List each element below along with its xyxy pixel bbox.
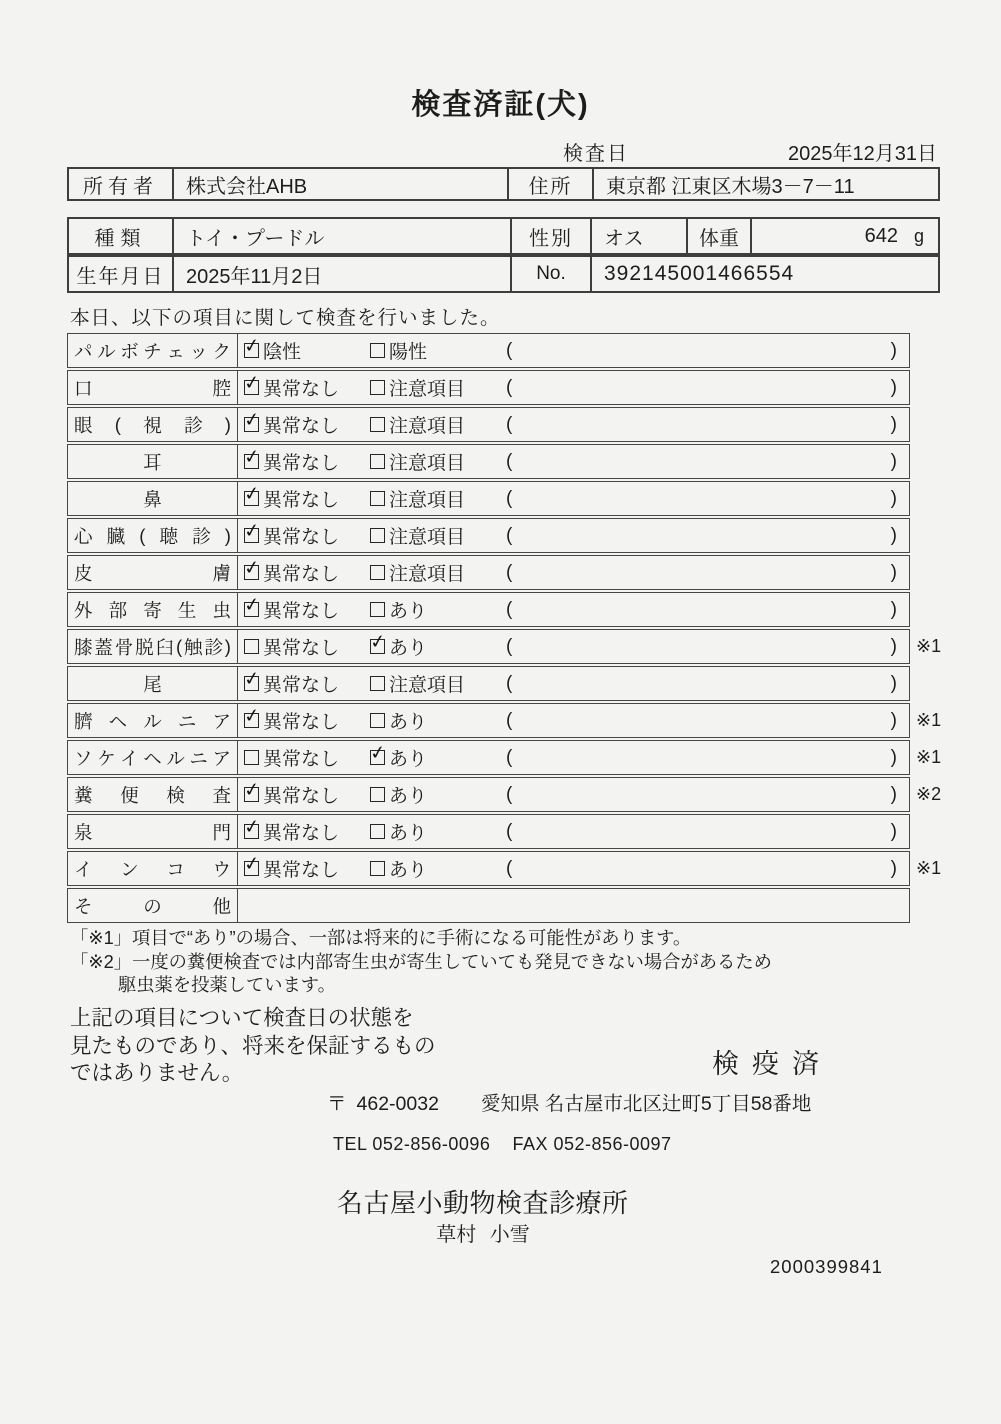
checklist-row [67, 518, 977, 553]
checklist-row-content [238, 741, 909, 774]
checklist-row-content [238, 334, 909, 367]
checklist-row [67, 888, 977, 923]
remarks-parentheses [506, 340, 909, 362]
species-label: 種類 [94, 227, 147, 250]
remarks-parentheses [506, 599, 909, 621]
paren-open: ( [506, 339, 513, 361]
paren-close: ) [890, 487, 897, 509]
checklist-option-label: 異常なし [263, 453, 340, 474]
checklist-option-label: 異常なし [263, 860, 340, 881]
checkbox-checked-icon [244, 343, 259, 358]
checklist-option-label: 注意項目 [389, 453, 466, 474]
footnote-2: 「※2」一度の糞便検査では内部寄生虫が寄生していても発見できない場合があるため [70, 950, 772, 972]
footnote-marker [910, 333, 956, 368]
checklist-table [67, 333, 977, 925]
vet-name: 草村 小雪 [436, 1224, 530, 1246]
remarks-parentheses [506, 377, 909, 399]
paren-close: ) [890, 561, 897, 583]
checklist-row [67, 666, 977, 701]
checklist-row-content [238, 667, 909, 700]
no-label: No. [510, 257, 590, 291]
no-value: 392145001466554 [590, 257, 938, 291]
checklist-option-label: あり [389, 860, 428, 881]
checklist-option [370, 374, 506, 401]
disclaimer-statement [70, 1005, 436, 1088]
paren-open: ( [506, 376, 513, 398]
footnote-marker [910, 444, 956, 479]
checkbox-checked-icon [244, 787, 259, 802]
checklist-item-label: 耳 [68, 445, 238, 478]
paren-open: ( [506, 561, 513, 583]
footnote-marker [910, 888, 956, 923]
checklist-item-label: パ ル ボ チ ェ ッ ク [68, 334, 238, 367]
checklist-row [67, 481, 977, 516]
checklist-row-content [238, 445, 909, 478]
checklist-row [67, 629, 977, 664]
checklist-option-label: 異常なし [263, 749, 340, 770]
checklist-row [67, 333, 977, 368]
birth-row [67, 255, 940, 293]
paren-open: ( [506, 820, 513, 842]
paren-close: ) [890, 339, 897, 361]
checkbox-unchecked-icon [370, 787, 385, 802]
checklist-option-label: 注意項目 [389, 564, 466, 585]
checklist-option [244, 596, 370, 623]
inspection-date-value: 2025年12月31日 [788, 143, 937, 165]
clinic-address: 愛知県 名古屋市北区辻町5丁目58番地 [480, 1093, 812, 1115]
remarks-parentheses [506, 673, 909, 695]
remarks-parentheses [506, 525, 909, 547]
inspection-date-row [563, 137, 937, 166]
remarks-parentheses [506, 821, 909, 843]
checkbox-checked-icon [244, 417, 259, 432]
checklist-item-label: 膝 蓋 骨 脱 臼 ( 触 診 ) [68, 630, 238, 663]
checklist-option-label: 陰性 [263, 342, 302, 363]
footnote-marker [910, 555, 956, 590]
checkbox-checked-icon [244, 676, 259, 691]
remarks-parentheses [506, 858, 909, 880]
paren-close: ) [890, 524, 897, 546]
checkbox-checked-icon [370, 750, 385, 765]
checkbox-checked-icon [244, 824, 259, 839]
paren-close: ) [890, 820, 897, 842]
footnote-marker [910, 370, 956, 405]
checklist-option-label: 異常なし [263, 527, 340, 548]
checklist-row-content [238, 593, 909, 626]
footnote-marker [910, 407, 956, 442]
paren-close: ) [890, 672, 897, 694]
paren-open: ( [506, 450, 513, 472]
checklist-row [67, 703, 977, 738]
checklist-item-label: 皮 膚 [68, 556, 238, 589]
footnote-marker [910, 481, 956, 516]
checkbox-checked-icon [244, 491, 259, 506]
checklist-option-label: 異常なし [263, 786, 340, 807]
sex-label: 性別 [510, 219, 590, 253]
weight-value: 642 [864, 224, 898, 247]
checklist-option-label: 異常なし [263, 379, 340, 400]
checklist-option [244, 337, 370, 364]
checklist-row-box [67, 888, 910, 923]
checklist-option-label: 注意項目 [389, 527, 466, 548]
footnote-marker: ※1 [916, 858, 942, 878]
footnote-marker: ※1 [916, 710, 942, 730]
quarantine-stamp: 検疫済 [712, 1049, 832, 1079]
checkbox-unchecked-icon [244, 750, 259, 765]
checkbox-unchecked-icon [370, 824, 385, 839]
checklist-option-label: あり [389, 638, 428, 659]
paren-close: ) [890, 413, 897, 435]
checkbox-unchecked-icon [370, 417, 385, 432]
checklist-item-label: 糞 便 検 査 [68, 778, 238, 811]
checklist-item-label: 眼 ( 視 診 ) [68, 408, 238, 441]
footnotes [70, 926, 772, 997]
page-title: 検査済証(犬) [411, 89, 590, 121]
footnote-marker [910, 814, 956, 849]
checklist-row-content [238, 889, 909, 922]
checklist-option [370, 559, 506, 586]
checklist-row-box [67, 666, 910, 701]
remarks-parentheses [506, 636, 909, 658]
checklist-option [244, 522, 370, 549]
checkbox-checked-icon [244, 602, 259, 617]
owner-table [67, 167, 940, 201]
disclaimer-line-2: 見たものであり、将来を保証するもの [70, 1033, 436, 1058]
checklist-row-content [238, 704, 909, 737]
footnote-marker: ※1 [916, 636, 942, 656]
checklist-option-label: 注意項目 [389, 379, 466, 400]
paren-close: ) [890, 635, 897, 657]
checklist-option [370, 448, 506, 475]
paren-open: ( [506, 857, 513, 879]
checklist-item-label: ソ ケ イ ヘ ル ニ ア [68, 741, 238, 774]
checklist-option [244, 744, 370, 771]
checklist-option [370, 522, 506, 549]
footnote-marker: ※2 [916, 784, 942, 804]
checklist-row [67, 814, 977, 849]
checklist-option [244, 855, 370, 882]
checklist-row [67, 444, 977, 479]
checklist-row [67, 370, 977, 405]
checklist-row-content [238, 815, 909, 848]
checklist-item-label: 鼻 [68, 482, 238, 515]
checklist-option [370, 744, 506, 771]
checklist-item-label: 臍 ヘ ル ニ ア [68, 704, 238, 737]
checklist-option [370, 596, 506, 623]
checkbox-unchecked-icon [370, 861, 385, 876]
checklist-row-box [67, 851, 910, 886]
checklist-row-box [67, 481, 910, 516]
remarks-parentheses [506, 451, 909, 473]
intro-line: 本日、以下の項目に関して検査を行いました。 [70, 307, 501, 329]
checklist-item-label: 心 臓 ( 聴 診 ) [68, 519, 238, 552]
checklist-row-content [238, 371, 909, 404]
paren-close: ) [890, 709, 897, 731]
checklist-row [67, 407, 977, 442]
clinic-fax: FAX 052-856-0097 [512, 1134, 672, 1154]
checklist-row [67, 592, 977, 627]
paren-close: ) [890, 376, 897, 398]
checklist-option-label: 注意項目 [389, 490, 466, 511]
checkbox-unchecked-icon [370, 491, 385, 506]
checklist-option [244, 411, 370, 438]
sex-value: オス [590, 219, 686, 253]
owner-value: 株式会社AHB [172, 169, 507, 199]
clinic-postal-line [327, 1088, 811, 1116]
paren-open: ( [506, 783, 513, 805]
postal-mark-icon: 〒 [327, 1093, 347, 1115]
checklist-option [244, 448, 370, 475]
clinic-tel: TEL 052-856-0096 [333, 1134, 491, 1154]
checklist-option-label: 異常なし [263, 416, 340, 437]
remarks-parentheses [506, 414, 909, 436]
checklist-option [370, 411, 506, 438]
checklist-row-box [67, 814, 910, 849]
checklist-option [244, 374, 370, 401]
checkbox-unchecked-icon [244, 639, 259, 654]
checklist-row [67, 740, 977, 775]
checklist-row-box [67, 518, 910, 553]
checklist-option [370, 633, 506, 660]
checklist-row-box [67, 370, 910, 405]
birth-label: 生年月日 [76, 265, 165, 288]
checklist-option [244, 818, 370, 845]
checklist-row-box [67, 333, 910, 368]
checklist-row [67, 555, 977, 590]
checklist-option-label: 注意項目 [389, 675, 466, 696]
clinic-name: 名古屋小動物検査診療所 [337, 1188, 629, 1218]
checklist-option-label: 異常なし [263, 712, 340, 733]
checklist-row-content [238, 482, 909, 515]
paren-open: ( [506, 672, 513, 694]
paren-open: ( [506, 746, 513, 768]
checkbox-unchecked-icon [370, 713, 385, 728]
species-row [67, 217, 940, 255]
checklist-option-label: 異常なし [263, 675, 340, 696]
paren-close: ) [890, 783, 897, 805]
paren-open: ( [506, 487, 513, 509]
checkbox-unchecked-icon [370, 343, 385, 358]
postal-code: 462-0032 [356, 1093, 439, 1115]
checklist-option [370, 485, 506, 512]
checklist-option-label: あり [389, 601, 428, 622]
paren-close: ) [890, 450, 897, 472]
paren-close: ) [890, 857, 897, 879]
checkbox-checked-icon [244, 713, 259, 728]
checklist-option-label: 陽性 [389, 342, 428, 363]
checklist-row-content [238, 519, 909, 552]
checkbox-checked-icon [244, 380, 259, 395]
checklist-item-label: 口 腔 [68, 371, 238, 404]
serial-number: 2000399841 [770, 1256, 883, 1277]
footnote-marker [910, 518, 956, 553]
checklist-row-box [67, 740, 910, 775]
disclaimer-line-1: 上記の項目について検査日の状態を [70, 1006, 414, 1030]
remarks-parentheses [506, 710, 909, 732]
checklist-option [244, 670, 370, 697]
paren-close: ) [890, 598, 897, 620]
species-value: トイ・プードル [172, 219, 510, 253]
checkbox-checked-icon [370, 639, 385, 654]
footnote-2-cont: 駆虫薬を投薬しています。 [118, 974, 336, 995]
checkbox-checked-icon [244, 565, 259, 580]
paren-close: ) [890, 746, 897, 768]
checklist-option [370, 855, 506, 882]
checkbox-unchecked-icon [370, 676, 385, 691]
remarks-parentheses [506, 562, 909, 584]
checklist-row [67, 851, 977, 886]
checklist-item-label: そ の 他 [68, 889, 238, 922]
checklist-option [244, 485, 370, 512]
paren-open: ( [506, 709, 513, 731]
checkbox-checked-icon [244, 528, 259, 543]
checklist-option [370, 818, 506, 845]
checklist-option-label: 異常なし [263, 601, 340, 622]
checklist-option-label: 注意項目 [389, 416, 466, 437]
checkbox-unchecked-icon [370, 565, 385, 580]
checklist-row-box [67, 703, 910, 738]
checkbox-unchecked-icon [370, 602, 385, 617]
checklist-option [244, 707, 370, 734]
checkbox-checked-icon [244, 454, 259, 469]
footnote-1: 「※1」項目で“あり”の場合、一部は将来的に手術になる可能性があります。 [70, 927, 692, 948]
birth-value: 2025年11月2日 [172, 257, 510, 291]
footnote-marker [910, 666, 956, 701]
weight-label: 体重 [686, 219, 750, 253]
checkbox-unchecked-icon [370, 380, 385, 395]
checklist-option [244, 633, 370, 660]
checklist-row-box [67, 555, 910, 590]
remarks-parentheses [506, 747, 909, 769]
checkbox-unchecked-icon [370, 528, 385, 543]
checkbox-checked-icon [244, 861, 259, 876]
checklist-option-label: 異常なし [263, 490, 340, 511]
checklist-option [370, 707, 506, 734]
checklist-row-box [67, 592, 910, 627]
checklist-option [370, 670, 506, 697]
weight-unit: g [913, 225, 924, 246]
checklist-option-label: 異常なし [263, 823, 340, 844]
footnote-marker: ※1 [916, 747, 942, 767]
remarks-parentheses [506, 784, 909, 806]
checklist-item-label: 外 部 寄 生 虫 [68, 593, 238, 626]
checklist-option-label: あり [389, 712, 428, 733]
checklist-option-label: あり [389, 823, 428, 844]
checklist-row-box [67, 407, 910, 442]
checklist-item-label: イ ン コ ウ [68, 852, 238, 885]
checklist-item-label: 尾 [68, 667, 238, 700]
inspection-date-label: 検査日 [563, 143, 629, 165]
checklist-option-label: 異常なし [263, 564, 340, 585]
checklist-option [370, 781, 506, 808]
owner-label: 所有者 [83, 175, 158, 198]
checklist-row-box [67, 777, 910, 812]
checklist-row-content [238, 630, 909, 663]
checklist-item-label: 泉 門 [68, 815, 238, 848]
footnote-marker [910, 592, 956, 627]
paren-open: ( [506, 524, 513, 546]
checklist-row-box [67, 444, 910, 479]
checklist-row-content [238, 852, 909, 885]
disclaimer-line-3: ではありません。 [70, 1061, 244, 1085]
checklist-row-content [238, 778, 909, 811]
checklist-row-box [67, 629, 910, 664]
checklist-option [244, 559, 370, 586]
checklist-option [244, 781, 370, 808]
checklist-row [67, 777, 977, 812]
checklist-option-label: 異常なし [263, 638, 340, 659]
address-value: 東京都 江東区木場3－7－11 [592, 169, 938, 199]
checkbox-unchecked-icon [370, 454, 385, 469]
weight-cell [750, 219, 938, 253]
checklist-row-content [238, 556, 909, 589]
checklist-option-label: あり [389, 749, 428, 770]
checklist-option [370, 337, 506, 364]
paren-open: ( [506, 413, 513, 435]
address-label: 住所 [507, 169, 592, 199]
paren-open: ( [506, 635, 513, 657]
remarks-parentheses [506, 488, 909, 510]
clinic-telfax-line [333, 1134, 672, 1155]
paren-open: ( [506, 598, 513, 620]
checklist-option-label: あり [389, 786, 428, 807]
checklist-row-content [238, 408, 909, 441]
